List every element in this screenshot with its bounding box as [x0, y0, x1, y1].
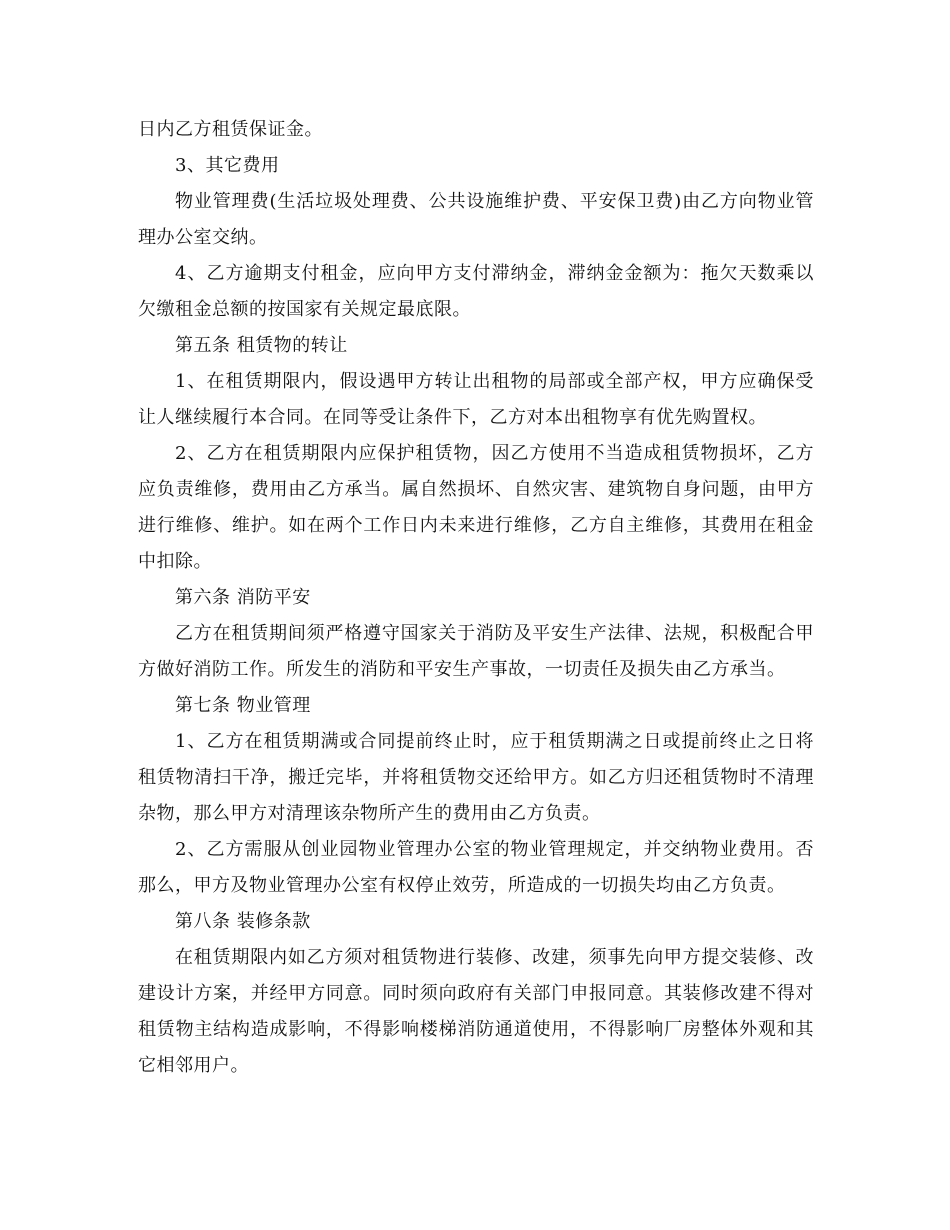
paragraph-transfer-1: 1、在租赁期限内，假设遇甲方转让出租物的局部或全部产权，甲方应确保受让人继续履行本合同。在同等受让条件下，乙方对本出租物享有优先购置权。: [138, 371, 814, 428]
contract-body: [138, 112, 814, 1084]
paragraph-property-mgmt-1: 1、乙方在租赁期满或合同提前终止时，应于租赁期满之日或提前终止之日将租赁物清扫干净，搬迁完毕，并将租赁物交还给甲方。如乙方归还租赁物时不清理杂物，那么甲方对清理该杂物所产生的费用由乙方负责。: [138, 731, 814, 824]
paragraph-property-mgmt-2: 2、乙方需服从创业园物业管理办公室的物业管理规定，并交纳物业费用。否那么，甲方及物业管理办公室有权停止效劳，所造成的一切损失均由乙方负责。: [138, 839, 814, 896]
article-8-heading: 第八条 装修条款: [175, 911, 311, 932]
paragraph-transfer-2: 2、乙方在租赁期限内应保护租赁物，因乙方使用不当造成租赁物损坏，乙方应负责维修，费用由乙方承当。属自然损坏、自然灾害、建筑物自身问题，由甲方进行维修、维护。如在两个工作日内未来进行维修，乙方自主维修，其费用在租金中扣除。: [138, 443, 814, 572]
paragraph-other-fees: 3、其它费用: [175, 155, 280, 176]
article-6-heading: 第六条 消防平安: [175, 587, 311, 608]
paragraph-property-fee: 物业管理费(生活垃圾处理费、公共设施维护费、平安保卫费)由乙方向物业管理办公室交纳。: [138, 191, 814, 248]
article-5-heading: 第五条 租赁物的转让: [175, 335, 348, 356]
paragraph-fire-safety: 乙方在租赁期间须严格遵守国家关于消防及平安生产法律、法规，积极配合甲方做好消防工作。所发生的消防和平安生产事故，一切责任及损失由乙方承当。: [138, 623, 814, 680]
paragraph-late-fee: 4、乙方逾期支付租金，应向甲方支付滞纳金，滞纳金金额为：拖欠天数乘以欠缴租金总额的按国家有关规定最底限。: [138, 263, 814, 320]
paragraph-continuation: 日内乙方租赁保证金。: [138, 119, 323, 140]
article-7-heading: 第七条 物业管理: [175, 695, 311, 716]
paragraph-renovation: 在租赁期限内如乙方须对租赁物进行装修、改建，须事先向甲方提交装修、改建设计方案，并经甲方同意。同时须向政府有关部门申报同意。其装修改建不得对租赁物主结构造成影响，不得影响楼梯消防通道使用，不得影响厂房整体外观和其它相邻用户。: [138, 947, 814, 1076]
